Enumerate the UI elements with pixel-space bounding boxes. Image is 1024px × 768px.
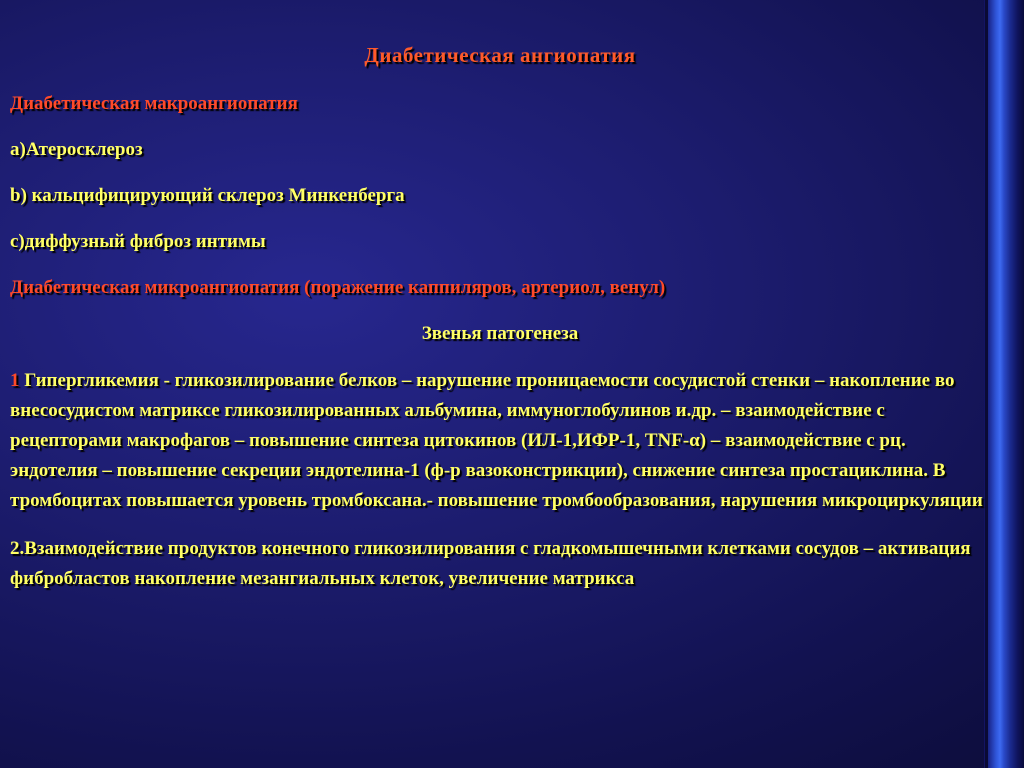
pathogenesis-point-2: 2.Взаимодействие продуктов конечного гликозилирования с гладкомышечными клетками сосудов – активация фибробластов накопление мезангиальных клеток, увеличение матрикса <box>10 538 971 589</box>
macro-item-c: с)диффузный фиброз интимы <box>10 231 266 252</box>
decorative-side-bar <box>984 0 1024 768</box>
pathogenesis-point-1 <box>10 366 990 516</box>
micro-heading: Диабетическая микроангиопатия (поражение каппиляров, артериол, венул) <box>10 277 666 298</box>
slide-title: Диабетическая ангиопатия <box>364 43 636 67</box>
macro-item-a: а)Атеросклероз <box>10 139 143 160</box>
macro-heading: Диабетическая макроангиопатия <box>10 93 298 114</box>
pathogenesis-heading: Звенья патогенеза <box>421 323 579 344</box>
point-1-number: 1 <box>10 370 20 391</box>
slide-content <box>10 40 990 612</box>
macro-item-b: b) кальцифицирующий склероз Минкенберга <box>10 185 405 206</box>
point-1-text: Гипергликемия - гликозилирование белков – нарушение проницаемости сосудистой стенки – накопление во внесосудистом матриксе гликозилированных альбумина, иммуноглобулинов и.др. – взаимодействие с рецепторами макрофагов – повышение синтеза цитокинов (ИЛ-1,ИФР-1, TNF-α) – взаимодействие с рц. эндотелия – повышение секреции эндотелина-1 (ф-р вазоконстрикции), снижение синтеза простациклина. В тромбоцитах повышается уровень тромбоксана.- повышение тромбообразования, нарушения микроциркуляции <box>10 370 983 511</box>
